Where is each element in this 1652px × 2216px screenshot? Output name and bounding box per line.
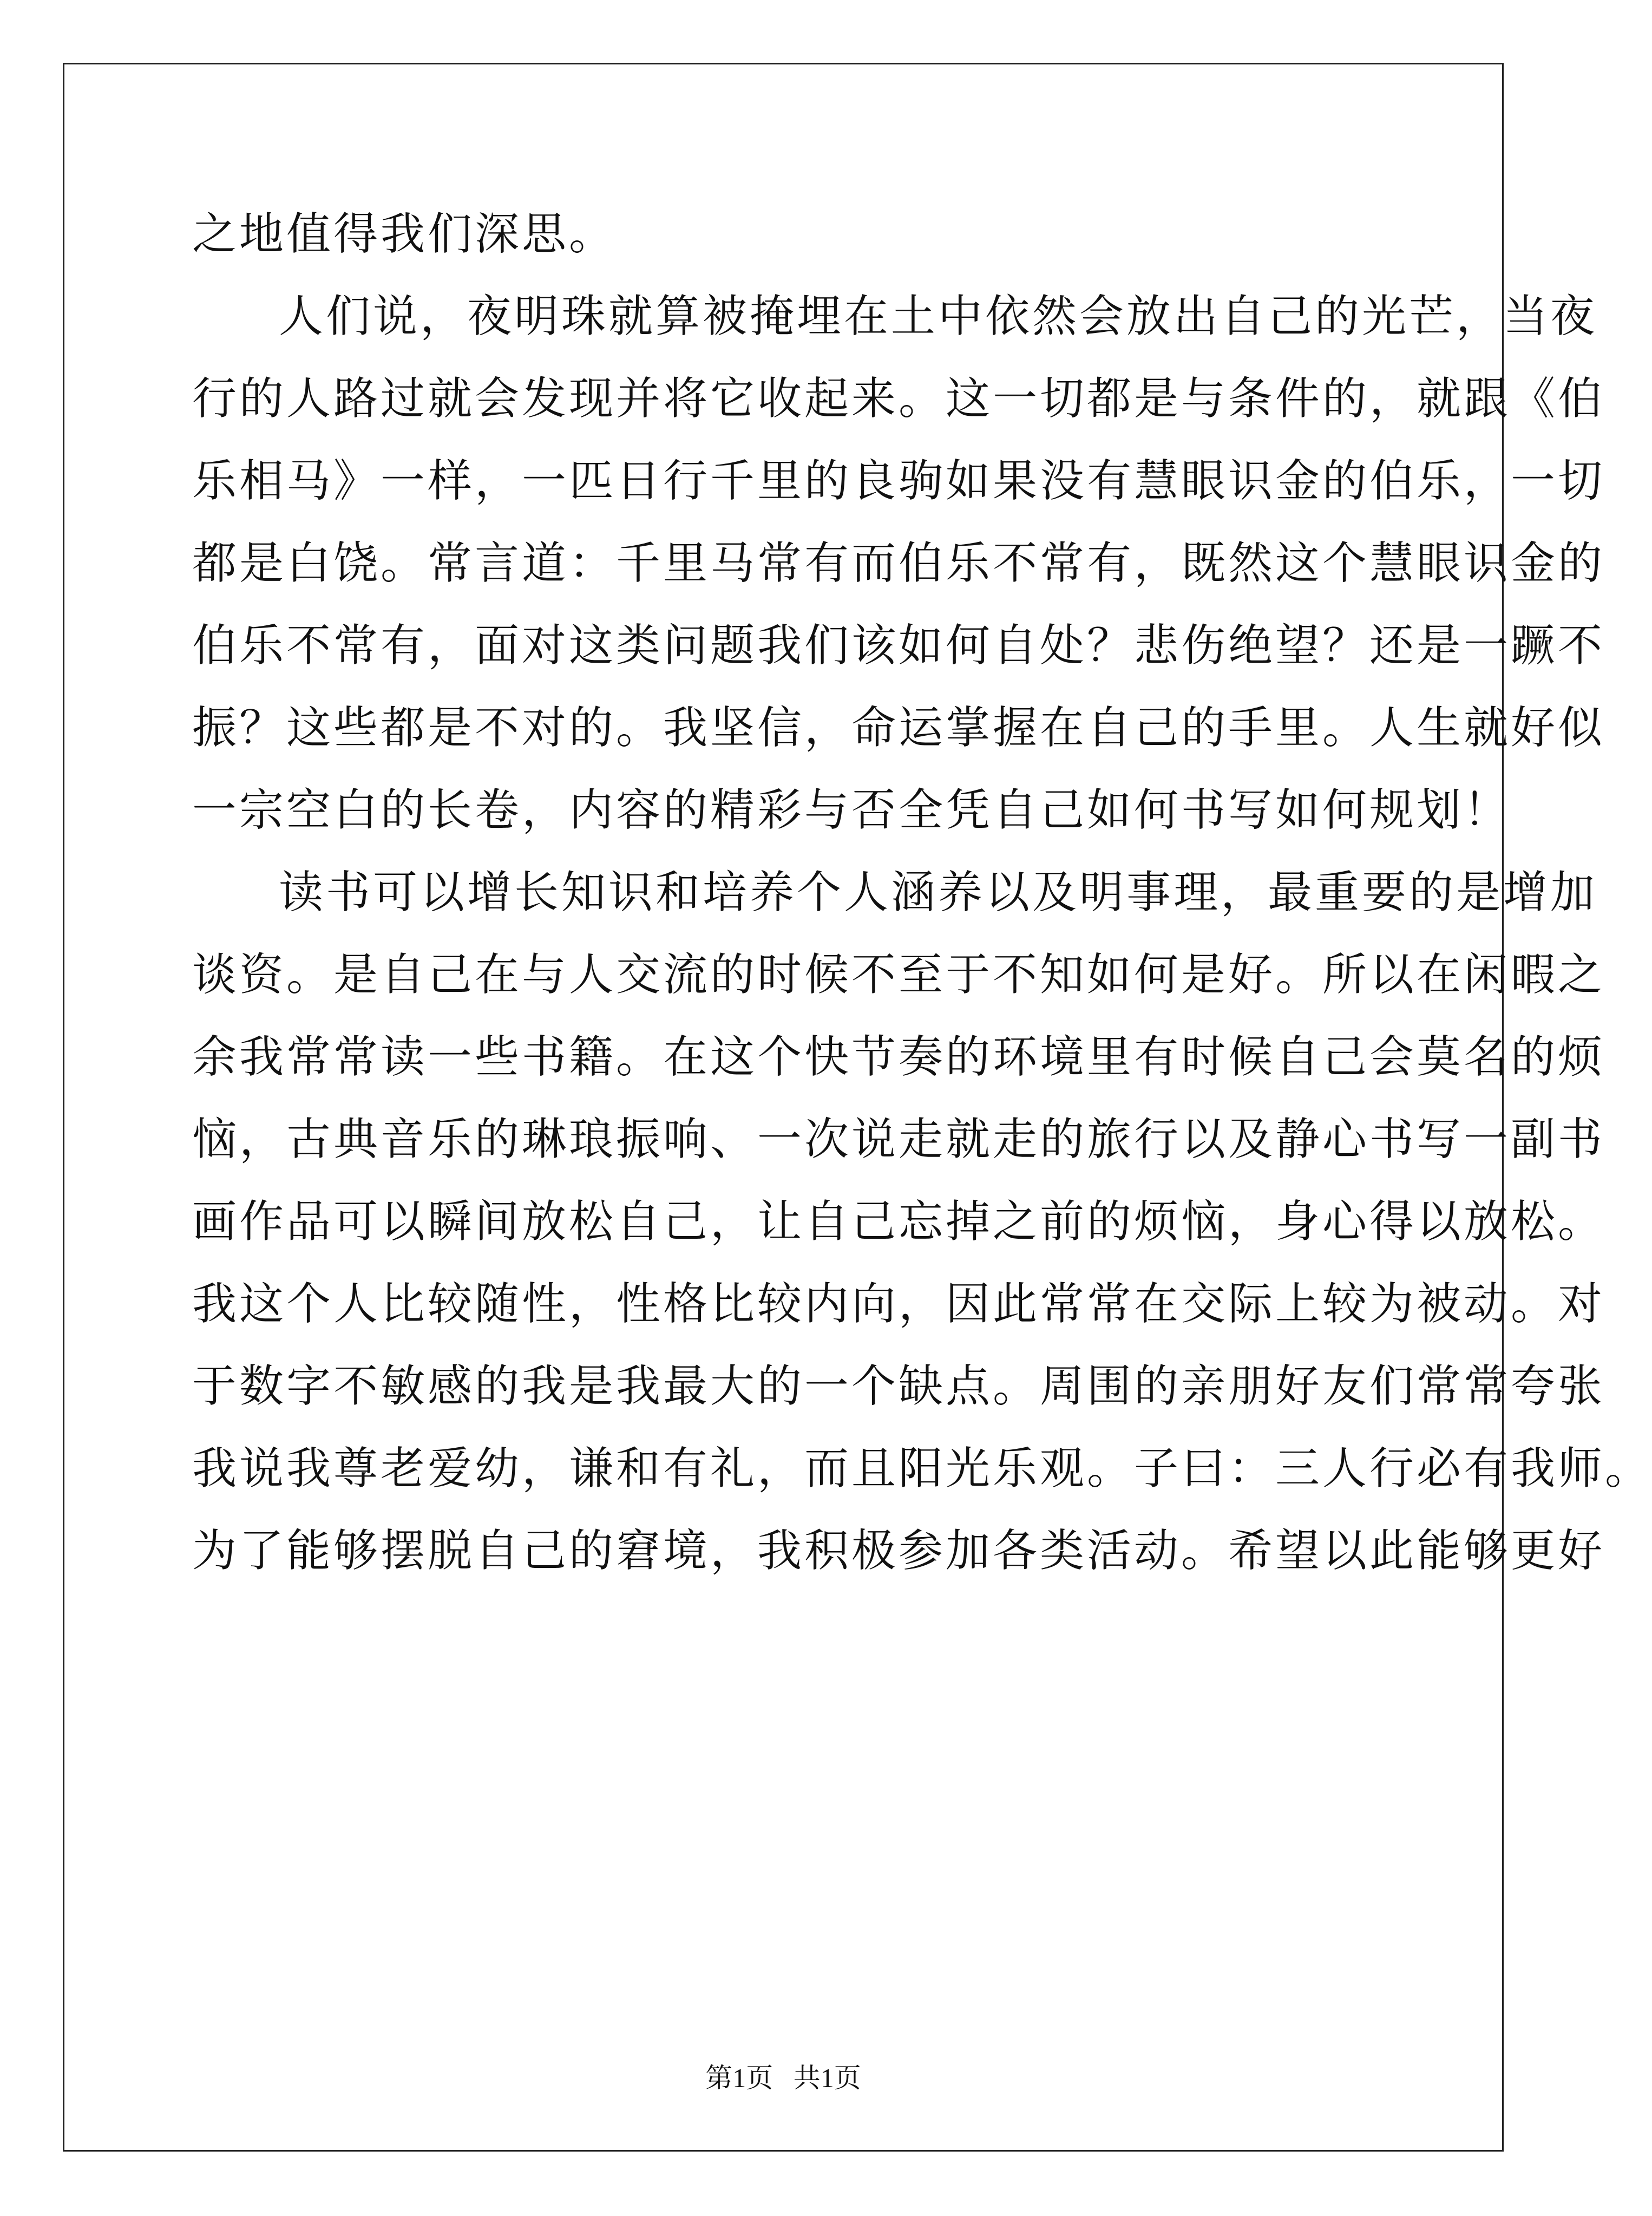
text-line: 都是白饶。常言道：千里马常有而伯乐不常有，既然这个慧眼识金的 [192, 538, 1605, 589]
text-line: 我这个人比较随性，性格比较内向，因此常常在交际上较为被动。对 [192, 1278, 1605, 1330]
text-line: 伯乐不常有，面对这类问题我们该如何自处？悲伤绝望？还是一蹶不 [192, 620, 1605, 671]
text-line: 读书可以增长知识和培养个人涵养以及明事理，最重要的是增加 [279, 867, 1598, 918]
text-line: 恼，古典音乐的琳琅振响、一次说走就走的旅行以及静心书写一副书 [192, 1114, 1605, 1165]
document-body [192, 193, 1652, 1592]
text-line: 一宗空白的长卷，内容的精彩与否全凭自己如何书写如何规划！ [192, 785, 1511, 836]
text-line: 乐相马》一样，一匹日行千里的良驹如果没有慧眼识金的伯乐，一切 [192, 455, 1605, 507]
text-line: 于数字不敏感的我是我最大的一个缺点。周围的亲朋好友们常常夸张 [192, 1361, 1605, 1412]
text-line: 人们说，夜明珠就算被掩埋在土中依然会放出自己的光芒，当夜 [279, 291, 1598, 342]
text-line: 行的人路过就会发现并将它收起来。这一切都是与条件的，就跟《伯 [192, 373, 1605, 424]
text-line: 振？这些都是不对的。我坚信，命运掌握在自己的手里。人生就好似 [192, 702, 1605, 754]
text-line: 画作品可以瞬间放松自己，让自己忘掉之前的烦恼，身心得以放松。 [192, 1196, 1605, 1247]
text-line: 我说我尊老爱幼，谦和有礼，而且阳光乐观。子曰：三人行必有我师。 [192, 1443, 1652, 1494]
text-line: 余我常常读一些书籍。在这个快节奏的环境里有时候自己会莫名的烦 [192, 1031, 1605, 1083]
text-line: 之地值得我们深思。 [192, 208, 617, 260]
text-line: 谈资。是自己在与人交流的时候不至于不知如何是好。所以在闲暇之 [192, 949, 1605, 1001]
page-footer: 第1页 共1页 [705, 2063, 861, 2093]
text-line: 为了能够摆脱自己的窘境，我积极参加各类活动。希望以此能够更好 [192, 1525, 1605, 1577]
